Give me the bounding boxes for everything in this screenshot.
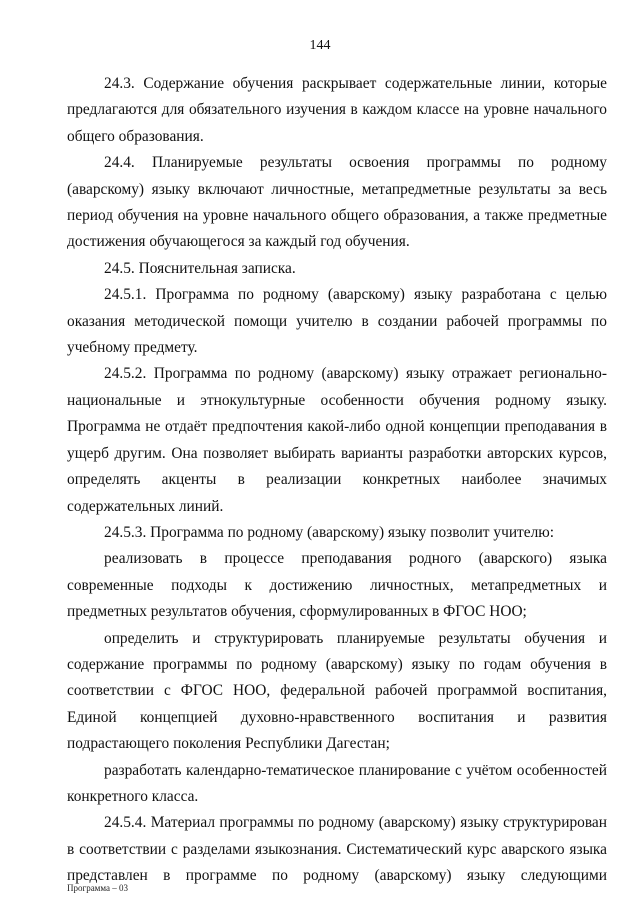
list-item-develop: разработать календарно-тематическое планирование с учётом особенностей конкретного класса. bbox=[67, 761, 607, 805]
paragraph-24-5-3: 24.5.3. Программа по родному (аварскому) языку позволит учителю: bbox=[104, 523, 555, 541]
page-footer: Программа – 03 bbox=[67, 883, 129, 893]
paragraph-24-4: 24.4. Планируемые результаты освоения программы по родному (аварскому) языку включают личностные, метапредметные результаты за весь период обучения на уровне начального общего образования, а также предметные достижения обучающегося за каждый год обучения. bbox=[67, 154, 607, 251]
paragraph-24-5-1: 24.5.1. Программа по родному (аварскому) языку разработана с целью оказания методической помощи учителю в создании рабочей программы по учебному предмету. bbox=[67, 286, 607, 357]
paragraph-24-3: 24.3. Содержание обучения раскрывает содержательные линии, которые предлагаются для обязательного изучения в каждом классе на уровне начального общего образования. bbox=[67, 75, 607, 145]
page-number: 144 bbox=[309, 38, 331, 53]
paragraph-24-5-4: 24.5.4. Материал программы по родному (аварскому) языку структурирован в соответствии с разделами языкознания. Систематический курс аварского языка представлен в программе по родному (аварскому) языку следующими bbox=[67, 814, 607, 885]
list-item-implement: реализовать в процессе преподавания родного (аварского) языка современные подходы к достижению личностных, метапредметных и предметных результатов обучения, сформулированных в ФГОС НОО; bbox=[67, 550, 607, 621]
paragraph-24-5-2: 24.5.2. Программа по родному (аварскому) языку отражает регионально-национальные и этнокультурные особенности обучения родному языку. Программа не отдаёт предпочтения какой-либо одной концепции преподавания в ущерб другим. Она позволяет выбирать варианты разработки авторских курсов, определять акценты в реализации конкретных наиболее значимых содержательных линий. bbox=[67, 365, 607, 515]
document-body bbox=[67, 71, 607, 890]
paragraph-24-5: 24.5. Пояснительная записка. bbox=[104, 259, 296, 277]
list-item-define: определить и структурировать планируемые результаты обучения и содержание программы по родному (аварскому) языку по годам обучения в соответствии с ФГОС НОО, федеральной рабочей программой воспитания, Единой концепцией духовно-нравственного воспитания и развития подрастающего поколения Республики Дагестан; bbox=[67, 629, 607, 753]
